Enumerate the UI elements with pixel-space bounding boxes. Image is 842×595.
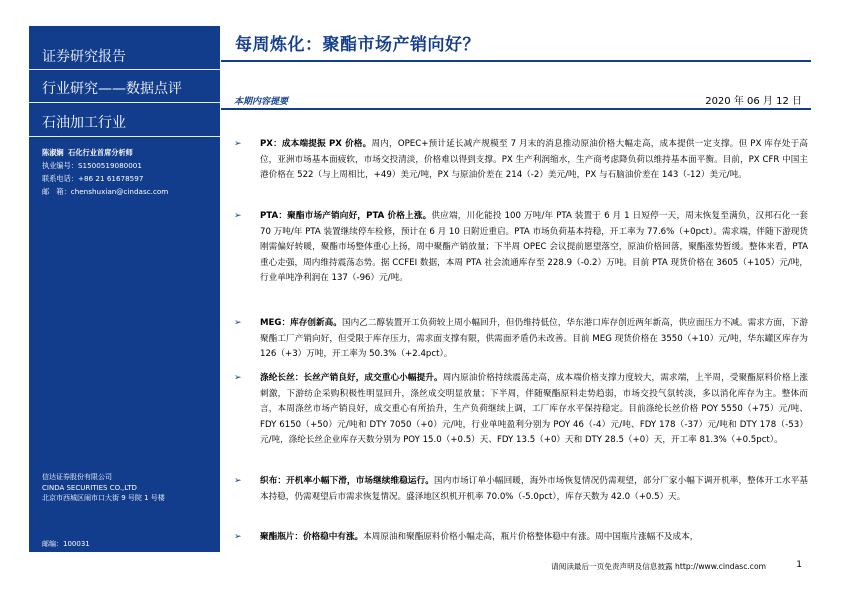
bullet-heading: 织布：开机率小幅下滑，市场继续维稳运行。 (260, 476, 434, 486)
bullet-heading: MEG：库存创新高。 (260, 318, 342, 328)
bullet-body: 供应端，川化能投 100 万吨/年 PTA 装置于 6 月 1 日短停一天，周末恢复至满负，汉邦石化一套 70 万吨/年 PTA 装置继续停车检修，预计在 6 月 10 日附近重启。PTA 市场负荷基本持稳，开工率为 77.6%（+0pct）。需求端，伴随下游现货刚需偏好转暖，聚酯市场整体重心上扬，周中聚酯产销放量；下半周 OPEC 会议提前愿望落空，原油价格回落，聚酯涨势暂缓。整体来看，PTA 重心走强，周内维持震荡态势。据 CCFEI 数据，本周 PTA 社会流通库存至 228.9（-0.2）万吨。目前 PTA 现货价格在 3605（+105）元/吨，行业单吨净利润在 137（-96）元/吨。 (260, 211, 808, 284)
bullet-body: 国内乙二醇装置开工负荷较上周小幅回升，但仍维持低位，华东港口库存创近两年新高，供应面压力不减。需求方面，下游聚酯工厂产销向好，但受限于库存压力，需求面支撑有限，供需面矛盾仍未改善。目前 MEG 现货价格在 3550（+10）元/吨，华东罐区库存为 126（+3）万吨，开工率为 50.3%（+2.4pct）。 (260, 318, 808, 360)
sidebar (29, 26, 220, 552)
bullet-heading: 涤纶长丝：长丝产销良好，成交重心小幅提升。 (260, 373, 443, 383)
company-name-en: CINDA SECURITIES CO.,LTD (42, 483, 137, 492)
bullet-meg (234, 316, 808, 363)
bullet-body: 国内市场订单小幅回暖，海外市场恢复情况仍需观望，部分厂家小幅下调开机率，整体开工水平基本持稳，仍需观望后市需求恢复情况。盛泽地区织机开机率 70.0%（-5.0pct），库存天数为 42.0（+0.5）天。 (260, 476, 808, 502)
page-title: 每周炼化：聚酯市场产销向好？ (235, 35, 480, 55)
bullet-px (234, 137, 808, 184)
bullet-heading: 聚酯瓶片：价格稳中有涨。 (260, 532, 364, 542)
company-info (42, 472, 165, 504)
arrow-bullet-icon: ➢ (234, 139, 242, 149)
report-date: 2020 年 06 月 12 日 (705, 96, 802, 107)
analyst-info (42, 146, 168, 198)
sidebar-divider (29, 102, 220, 103)
report-category: 行业研究——数据点评 (42, 81, 182, 97)
company-name-cn: 信达证券股份有限公司 (42, 473, 112, 481)
bullet-body: 周内原油价格持续震荡走高，成本端价格支撑力度较大，需求端，上半周，受聚酯原料价格上涨刺激，下游纺企采购积极性明显回升，涤丝成交明显放量；下半周，伴随聚酯原料走势趋弱，市场交投气氛转淡，多以消化库存为主。整体而言，本周涤丝市场产销良好，成交重心有所抬升，生产负荷继续上调，工厂库存水平保持稳定。目前涤纶长丝价格 POY 5550（+75）元/吨、FDY 6150（+50）元/吨和 DTY 7050（+0）元/吨，行业单吨盈利分别为 POY 46（-4）元/吨、FDY 178（-37）元/吨和 DTY 178（-53）元/吨，涤纶长丝企业库存天数分别为 POY 15.0（+0.5）天、FDY 13.5（+0）天和 DTY 28.5（+0）天，开工率 81.3%（+0.5pct）。 (260, 373, 808, 446)
page-number: 1 (796, 560, 802, 570)
arrow-bullet-icon: ➢ (234, 373, 242, 383)
title-divider (221, 60, 811, 62)
report-type: 证券研究报告 (42, 49, 126, 65)
section-label: 本期内容提要 (234, 97, 289, 107)
arrow-bullet-icon: ➢ (234, 476, 242, 486)
arrow-bullet-icon: ➢ (234, 532, 242, 542)
bullet-weaving (234, 474, 808, 505)
bullet-heading: PX：成本端提振 PX 价格。 (260, 139, 372, 149)
company-address: 北京市西城区闹市口大街 9 号院 1 号楼 (42, 494, 165, 502)
analyst-name: 陈淑娴 (42, 148, 64, 157)
bullet-pta (234, 209, 808, 287)
bullet-bottle-chip (234, 530, 808, 547)
footer-disclaimer[interactable]: 请阅读最后一页免责声明及信息披露 http://www.cindasc.com (551, 562, 766, 571)
arrow-bullet-icon: ➢ (234, 211, 242, 221)
bullet-heading: PTA：聚酯市场产销向好，PTA 价格上涨。 (260, 211, 432, 221)
sidebar-divider (29, 136, 220, 137)
industry-name: 石油加工行业 (42, 115, 126, 131)
analyst-phone: 联系电话：+86 21 61678597 (42, 174, 144, 183)
analyst-title: 石化行业首席分析师 (68, 148, 133, 157)
bullet-body: 周内，OPEC+预计延长减产规模至 7 月末的消息推动原油价格大幅走高，成本提供一定支撑。但 PX 库存处于高位，亚洲市场基本面疲软，市场交投清淡，价格难以得到支撑。PX 生产利润缩水，生产商考虑降负荷以维持基本面平衡。目前，PX CFR 中国主港价格在 522（与上周相比，+49）美元/吨，PX 与原油价差在 214（-2）美元/吨，PX 与石脑油价差在 143（-12）美元/吨。 (260, 139, 808, 181)
bullet-body: 本周原油和聚酯原料价格小幅走高，瓶片价格整体稳中有涨。周中国瓶片涨幅不及成本， (363, 532, 699, 542)
company-zip: 邮编：100031 (42, 540, 90, 548)
arrow-bullet-icon: ➢ (234, 318, 242, 328)
section-divider (221, 108, 811, 110)
analyst-license: 执业编号：S1500519080001 (42, 161, 142, 170)
bullet-polyester-filament (234, 371, 808, 449)
sidebar-divider (29, 69, 220, 70)
analyst-email[interactable]: 邮 箱：chenshuxian@cindasc.com (42, 187, 169, 196)
